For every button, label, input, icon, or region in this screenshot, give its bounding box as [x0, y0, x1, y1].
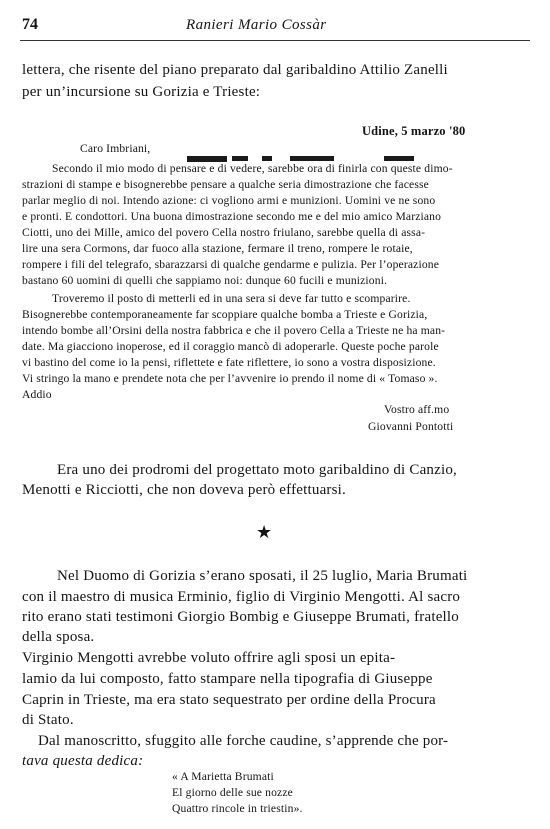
dedication-line: El giorno delle sue nozze [172, 786, 293, 799]
intro-line: per un’incursione su Gorizia e Trieste: [22, 84, 261, 100]
body-line: lamio da lui composto, fatto stampare nella tipografia di Giuseppe [22, 671, 433, 687]
letter-line: e pronti. E condottori. Una buona dimostrazione secondo me e del mio amico Marziano [22, 210, 442, 223]
body-line: di Stato. [22, 712, 74, 728]
body-line: Caprin in Trieste, ma era stato sequestrato per ordine della Procura [22, 692, 436, 708]
body-line: della sposa. [22, 629, 95, 645]
body-line: tava questa dedica: [22, 753, 144, 769]
letter-line: date. Ma giacciono inoperose, ed il coraggio mancò di adoperarle. Queste poche parole [22, 340, 439, 353]
letter-line: Troveremo il posto di metterli ed in una sera si deve far tutto e scomparire. [52, 292, 411, 305]
redaction-mark [384, 156, 414, 161]
body-line: Era uno dei prodromi del progettato moto garibaldino di Canzio, [57, 462, 458, 478]
letter-line: lire una sera Cormons, dar fuoco alla stazione, fermare il treno, rompere le rotaie, [22, 242, 413, 255]
body-line: Virginio Mengotti avrebbe voluto offrire agli sposi un epita- [22, 650, 396, 666]
letter-line: bastano 60 uomini di quelli che sappiamo noi: dunque 60 fucili e munizioni. [22, 274, 388, 287]
dedication-line: « A Marietta Brumati [172, 770, 274, 783]
body-line: Nel Duomo di Gorizia s’erano sposati, il 25 luglio, Maria Brumati [57, 568, 468, 584]
redaction-mark [262, 156, 272, 161]
intro-line: lettera, che risente del piano preparato dal garibaldino Attilio Zanelli [22, 62, 448, 78]
letter-line: Secondo il mio modo di pensare e di vedere, sarebbe ora di finirla con queste dimo- [52, 162, 453, 175]
header-rule [20, 40, 530, 41]
letter-line: Addio [22, 388, 52, 401]
page-number: 74 [22, 16, 38, 33]
letter-line: intendo bombe all’Orsini della nostra fabbrica e che il povero Cella a Trieste ne ha man- [22, 324, 446, 337]
letter-line: rompere i fili del telegrafo, sbarazzarsi di qualche gendarme e pulizia. Per l’operazione [22, 258, 440, 271]
letter-line: strazioni di stampe e bisognerebbe pensare a qualche seria dimostrazione che facesse [22, 178, 429, 191]
body-line: rito erano stati testimoni Giorgio Bombig e Giuseppe Brumati, fratello [22, 609, 459, 625]
redaction-mark [187, 156, 227, 162]
letter-signature: Giovanni Pontotti [368, 420, 454, 433]
redaction-mark [232, 156, 248, 161]
letter-line: Vi stringo la mano e prendete nota che per l’avvenire io prendo il nome di « Tomaso ». [22, 372, 438, 385]
letter-line: Bisognerebbe contemporaneamente far scoppiare qualche bomba a Trieste e Gorizia, [22, 308, 428, 321]
running-title: Ranieri Mario Cossàr [186, 17, 327, 33]
redaction-mark [290, 156, 334, 161]
section-separator: ★ [256, 522, 273, 543]
body-line: Dal manoscritto, sfuggito alle forche caudine, s’apprende che por- [38, 733, 449, 749]
letter-closing: Vostro aff.mo [384, 403, 450, 416]
body-line: con il maestro di musica Erminio, figlio di Virginio Mengotti. Al sacro [22, 589, 461, 605]
letter-line: parlar meglio di noi. Intendo azione: ci vogliono armi e munizioni. Uomini ve ne sono [22, 194, 436, 207]
body-line: Menotti e Ricciotti, che non doveva però effettuarsi. [22, 482, 346, 498]
letter-salutation: Caro Imbriani, [80, 142, 151, 155]
letter-line: Ciotti, uno dei Mille, amico del povero Cella nostro friulano, sarebbe quella di assa- [22, 226, 426, 239]
dedication-line: Quattro rincole in triestin». [172, 802, 303, 815]
letter-dateline: Udine, 5 marzo '80 [362, 124, 466, 138]
letter-line: vi bastino del come io la pensi, riflettete e fate riflettere, io sono a vostra disposizione. [22, 356, 436, 369]
